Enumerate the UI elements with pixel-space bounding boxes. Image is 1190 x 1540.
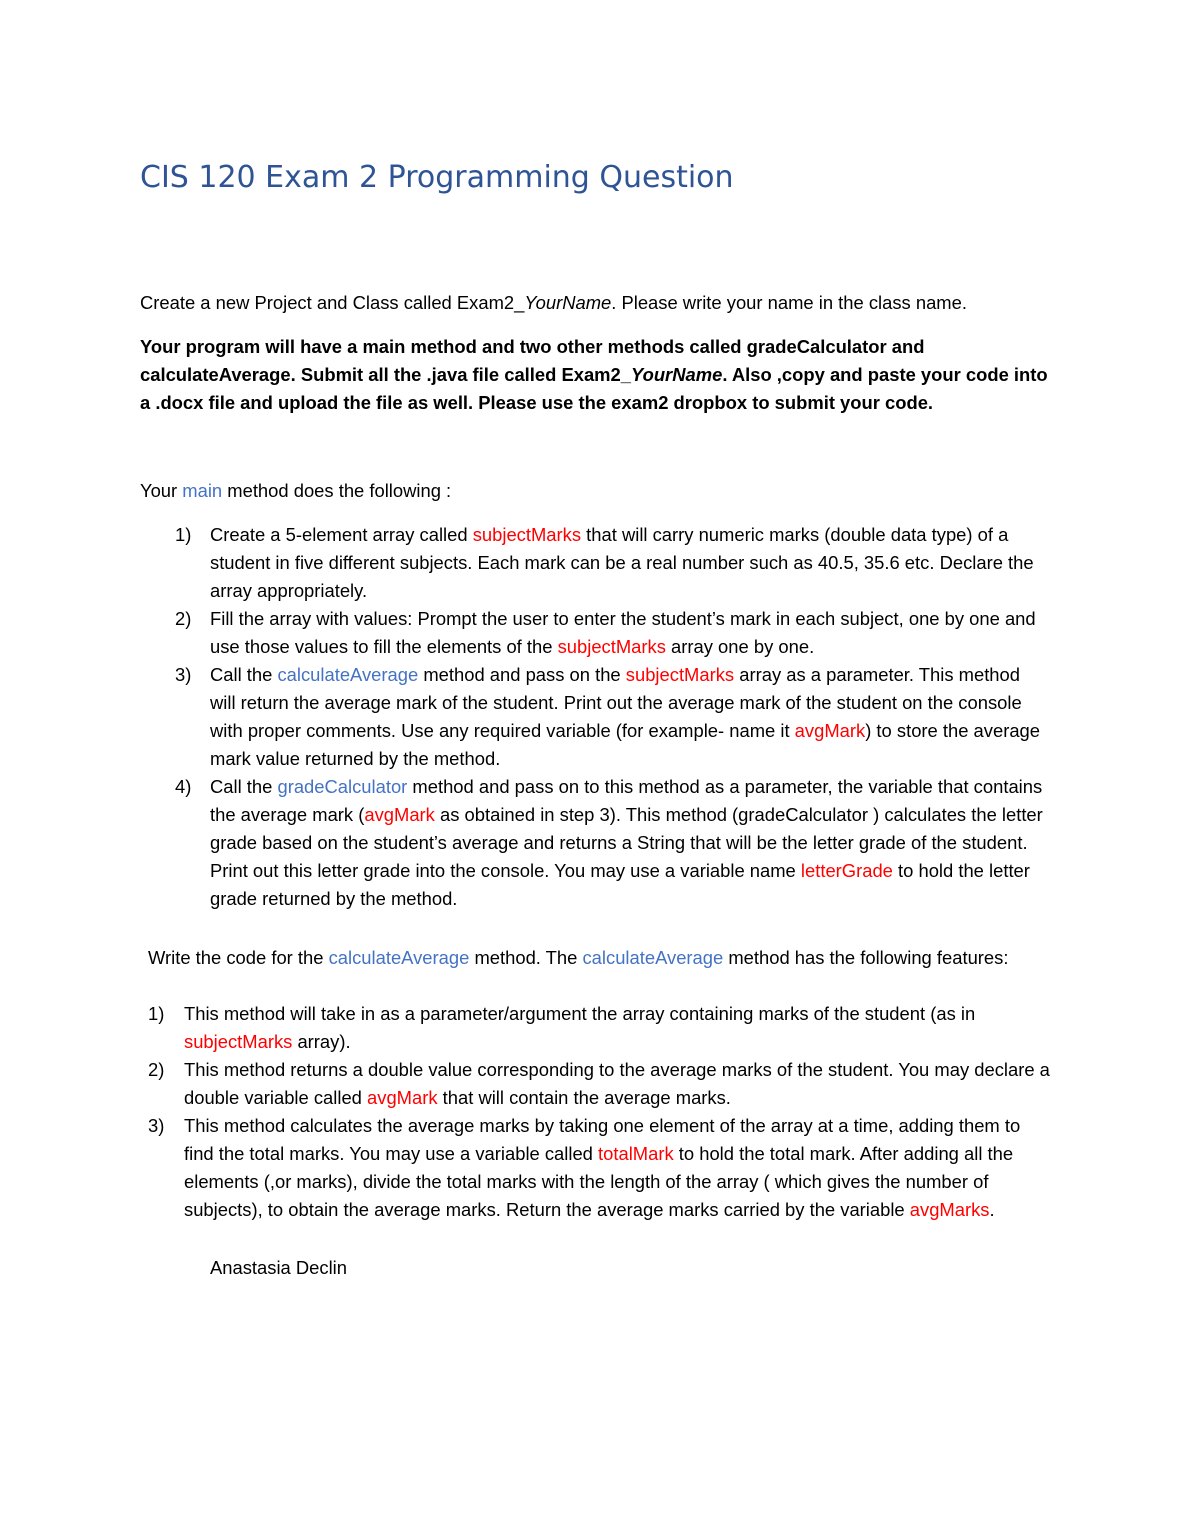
calc-features-list [148,1000,1050,1224]
variable-totalmark: totalMark [598,1143,674,1164]
item-text: array one by one. [665,636,815,657]
main-lead: Your [140,480,183,501]
variable-lettergrade: letterGrade [800,860,893,881]
item-number: 3) [148,1115,165,1136]
intro-text-2: . Please write your name in the class name. [611,292,967,313]
item-text: ) to store the average mark value returned by the method. [210,720,1041,769]
item-text: as obtained in step 3). This method (gradeCalculator ) calculates the letter grade based on the student’s average and returns a String that will be the letter grade of the student. Print out this letter grade into the console. You may use a variable name [210,804,1043,881]
variable-avgmarks: avgMarks [909,1199,990,1220]
list-item [175,605,1045,661]
item-text: method and pass on the [418,664,626,685]
item-text: This method returns a double value corresponding to the average marks of the student. You may declare a double variable called [184,1059,1050,1108]
list-item [148,1112,1050,1224]
item-text: Call the [210,664,278,685]
main-section-heading [140,477,1060,505]
variable-avgmark: avgMark [367,1087,438,1108]
variable-subjectmarks: subjectMarks [472,524,582,545]
signature: Anastasia Declin [210,1257,347,1278]
item-number: 1) [175,524,192,545]
calc-lead: Write the code for the [148,947,329,968]
method-calculateaverage: calculateAverage [582,947,724,968]
variable-avgmark: avgMark [364,804,435,825]
item-text: . [989,1199,995,1220]
list-item [148,1000,1050,1056]
calc-mid: method. The [469,947,583,968]
method-calculateaverage: calculateAverage [328,947,470,968]
item-text: Fill the array with values: Prompt the user to enter the student’s mark in each subject, one by one and use those values to fill the elements of the [210,608,1036,657]
calc-rest: method has the following features: [723,947,1009,968]
item-text: This method will take in as a parameter/argument the array containing marks of the student (as in [184,1003,976,1024]
item-text: array as a parameter. This method will return the average mark of the student. Print out the average mark of the student on the console with proper comments. Use any required variable (for example- name it [210,664,1022,741]
item-number: 4) [175,776,192,797]
list-item [175,521,1045,605]
calc-section-heading [148,944,1048,972]
item-number: 3) [175,664,192,685]
method-gradecalculator: gradeCalculator [277,776,408,797]
list-item [148,1056,1050,1112]
item-text: that will contain the average marks. [437,1087,731,1108]
instructions-yourname: YourName [631,364,723,385]
item-number: 2) [175,608,192,629]
instructions-paragraph [140,333,1060,417]
item-text: to hold the total mark. After adding all the elements (,or marks), divide the total marks with the length of the array ( which gives the number of subjects), to obtain the average marks. Return the average marks carried by the variable [184,1143,1014,1220]
instructions-text-2: . Also ,copy and paste your code into a .docx file and upload the file as well. Please use the exam2 dropbox to submit your code. [140,364,1048,413]
item-text: This method calculates the average marks by taking one element of the array at a time, adding them to find the total marks. You may use a variable called [184,1115,1021,1164]
main-steps-list [175,521,1045,913]
variable-subjectmarks: subjectMarks [557,636,666,657]
item-text: method and pass on to this method as a parameter, the variable that contains the average mark ( [210,776,1043,825]
item-text: array). [292,1031,351,1052]
intro-paragraph [140,289,1060,317]
item-text: Call the [210,776,278,797]
variable-avgmark: avgMark [794,720,866,741]
intro-text-1: Create a new Project and Class called Exam2_ [140,292,525,313]
main-rest: method does the following : [222,480,452,501]
item-number: 1) [148,1003,165,1024]
main-method-name: main [182,480,223,501]
variable-subjectmarks: subjectMarks [625,664,735,685]
instructions-text-1: Your program will have a main method and two other methods called gradeCalculator and calculateAverage. Submit all the .java file called Exam2_ [140,336,925,385]
list-item [175,773,1045,913]
item-text: to hold the letter grade returned by the method. [210,860,1030,909]
list-item [175,661,1045,773]
item-text: that will carry numeric marks (double data type) of a student in five different subjects. Each mark can be a real number such as 40.5, 35.6 etc. Declare the array appropriately. [210,524,1034,601]
item-text: Create a 5-element array called [210,524,473,545]
intro-yourname: YourName [524,292,612,313]
page-title: CIS 120 Exam 2 Programming Question [140,160,734,195]
item-number: 2) [148,1059,165,1080]
variable-subjectmarks: subjectMarks [184,1031,293,1052]
method-calculateaverage: calculateAverage [277,664,419,685]
